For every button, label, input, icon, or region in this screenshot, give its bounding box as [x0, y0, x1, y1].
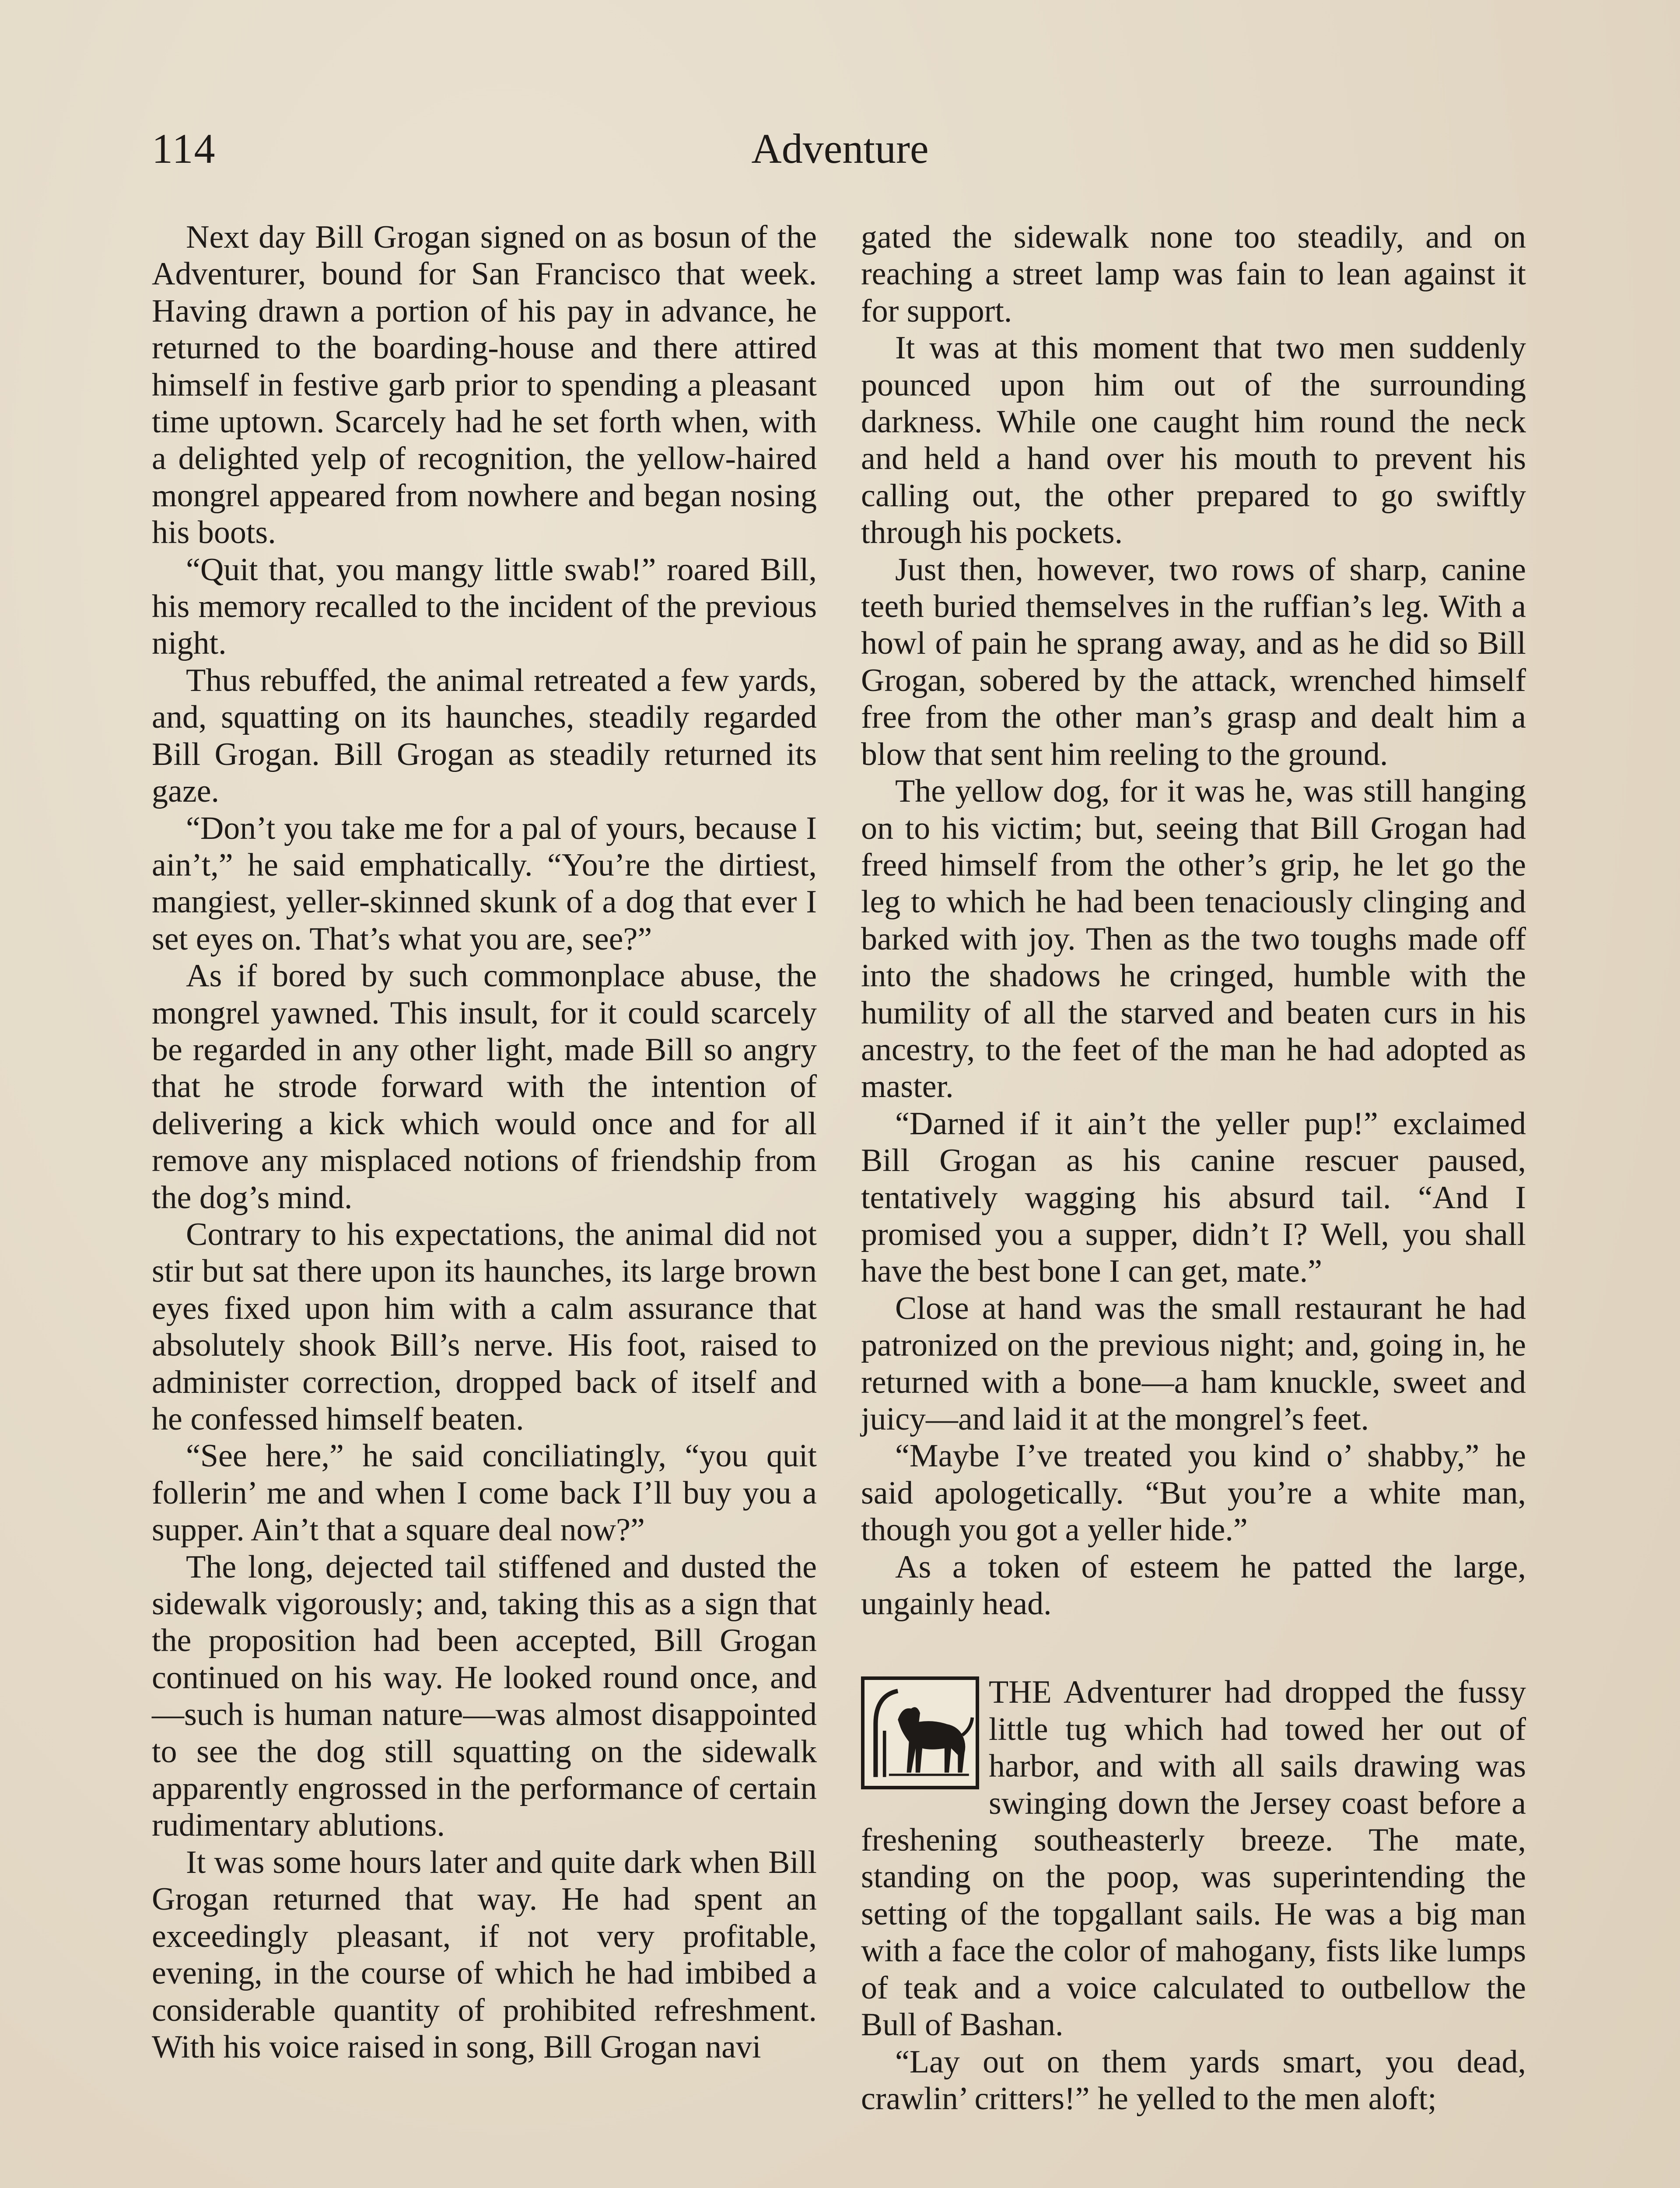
paragraph: Thus rebuffed, the animal retreated a few yards, and, squatting on its haunches, steadily regarded Bill Grogan. Bill Grogan as steadily returned its gaze.	[152, 662, 817, 810]
paragraph: “Darned if it ain’t the yeller pup!” exclaimed Bill Grogan as his canine rescuer paused, tentatively wagging his absurd tail. “And I promised you a supper, didn’t I? Well, you shall have the best bone I can get, mate.”	[861, 1105, 1526, 1290]
paragraph: It was some hours later and quite dark when Bill Grogan returned that way. He had spent an exceedingly pleasant, if not very profitable, evening, in the course of which he had imbibed a considerable quantity of prohibited refreshment. With his voice raised in song, Bill Grogan navi	[152, 1844, 817, 2065]
paragraph: As a token of esteem he patted the large, ungainly head.	[861, 1549, 1526, 1622]
paragraph: “Maybe I’ve treated you kind o’ shabby,” he said apologetically. “But you’re a white man, though you got a yeller hide.”	[861, 1438, 1526, 1548]
right-column	[861, 219, 1526, 2117]
paragraph: The long, dejected tail stiffened and dusted the sidewalk vigorously; and, taking this as a sign that the proposition had been accepted, Bill Grogan continued on his way. He looked round once, and—such is human nature—was almost disappointed to see the dog still squatting on the sidewalk apparently engrossed in the performance of certain rudimentary ablutions.	[152, 1549, 817, 1844]
running-title: Adventure	[751, 125, 929, 172]
left-column	[152, 219, 817, 2065]
paragraph: Next day Bill Grogan signed on as bosun of the Adventurer, bound for San Francisco that week. Having drawn a portion of his pay in advance, he returned to the boarding-house and there attired himself in festive garb prior to spending a pleasant time uptown. Scarcely had he set forth when, with a delighted yelp of recognition, the yellow-haired mongrel appeared from nowhere and began nosing his boots.	[152, 219, 817, 551]
paragraph: Contrary to his expectations, the animal did not stir but sat there upon its haunches, its large brown eyes fixed upon him with a calm assurance that absolutely shook Bill’s nerve. His foot, raised to administer correction, dropped back of itself and he confessed himself beaten.	[152, 1216, 817, 1437]
paragraph: It was at this moment that two men suddenly pounced upon him out of the surrounding darkness. While one caught him round the neck and held a hand over his mouth to prevent his calling out, the other prepared to go swiftly through his pockets.	[861, 330, 1526, 551]
dog-illustration-icon	[861, 1676, 979, 1789]
paragraph: Close at hand was the small restaurant he had patronized on the previous night; and, going in, he returned with a bone—a ham knuckle, sweet and juicy—and laid it at the mongrel’s feet.	[861, 1290, 1526, 1437]
paragraph: The yellow dog, for it was he, was still hanging on to his victim; but, seeing that Bill Grogan had freed himself from the other’s grip, he let go the leg to which he had been tenaciously clinging and barked with joy. Then as the two toughs made off into the shadows he cringed, humble with the humility of all the starved and beaten curs in his ancestry, to the feet of the man he had adopted as master.	[861, 773, 1526, 1105]
section-lead-text: THE Adventurer had dropped the fussy little tug which had towed her out of harbor, and with all sails drawing was swinging down the Jersey coast before a freshening southeasterly breeze. The mate, standing on the poop, was superintending the setting of the topgallant sails. He was a big man with a face the color of mahogany, fists like lumps of teak and a voice calculated to outbellow the Bull of Bashan.	[861, 1674, 1526, 2043]
paragraph: As if bored by such commonplace abuse, the mongrel yawned. This insult, for it could scarcely be regarded in any other light, made Bill so angry that he strode forward with the intention of delivering a kick which would once and for all remove any misplaced notions of friendship from the dog’s mind.	[152, 958, 817, 1216]
section-opening-paragraph	[861, 1674, 1526, 2043]
paragraph: Just then, however, two rows of sharp, canine teeth buried themselves in the ruffian’s leg. With a howl of pain he sprang away, and as he did so Bill Grogan, sobered by the attack, wrenched himself free from the other man’s grasp and dealt him a blow that sent him reeling to the ground.	[861, 551, 1526, 772]
paragraph: “Don’t you take me for a pal of yours, because I ain’t,” he said emphatically. “You’re the dirtiest, mangiest, yeller-skinned skunk of a dog that ever I set eyes on. That’s what you are, see?”	[152, 810, 817, 957]
page-number: 114	[152, 125, 216, 172]
paragraph: “Quit that, you mangy little swab!” roared Bill, his memory recalled to the incident of the previous night.	[152, 551, 817, 662]
paragraph: “See here,” he said conciliatingly, “you quit follerin’ me and when I come back I’ll buy you a supper. Ain’t that a square deal now?”	[152, 1438, 817, 1548]
paragraph: gated the sidewalk none too steadily, and on reaching a street lamp was fain to lean against it for support.	[861, 219, 1526, 329]
paragraph: “Lay out on them yards smart, you dead, crawlin’ critters!” he yelled to the men aloft;	[861, 2044, 1526, 2117]
